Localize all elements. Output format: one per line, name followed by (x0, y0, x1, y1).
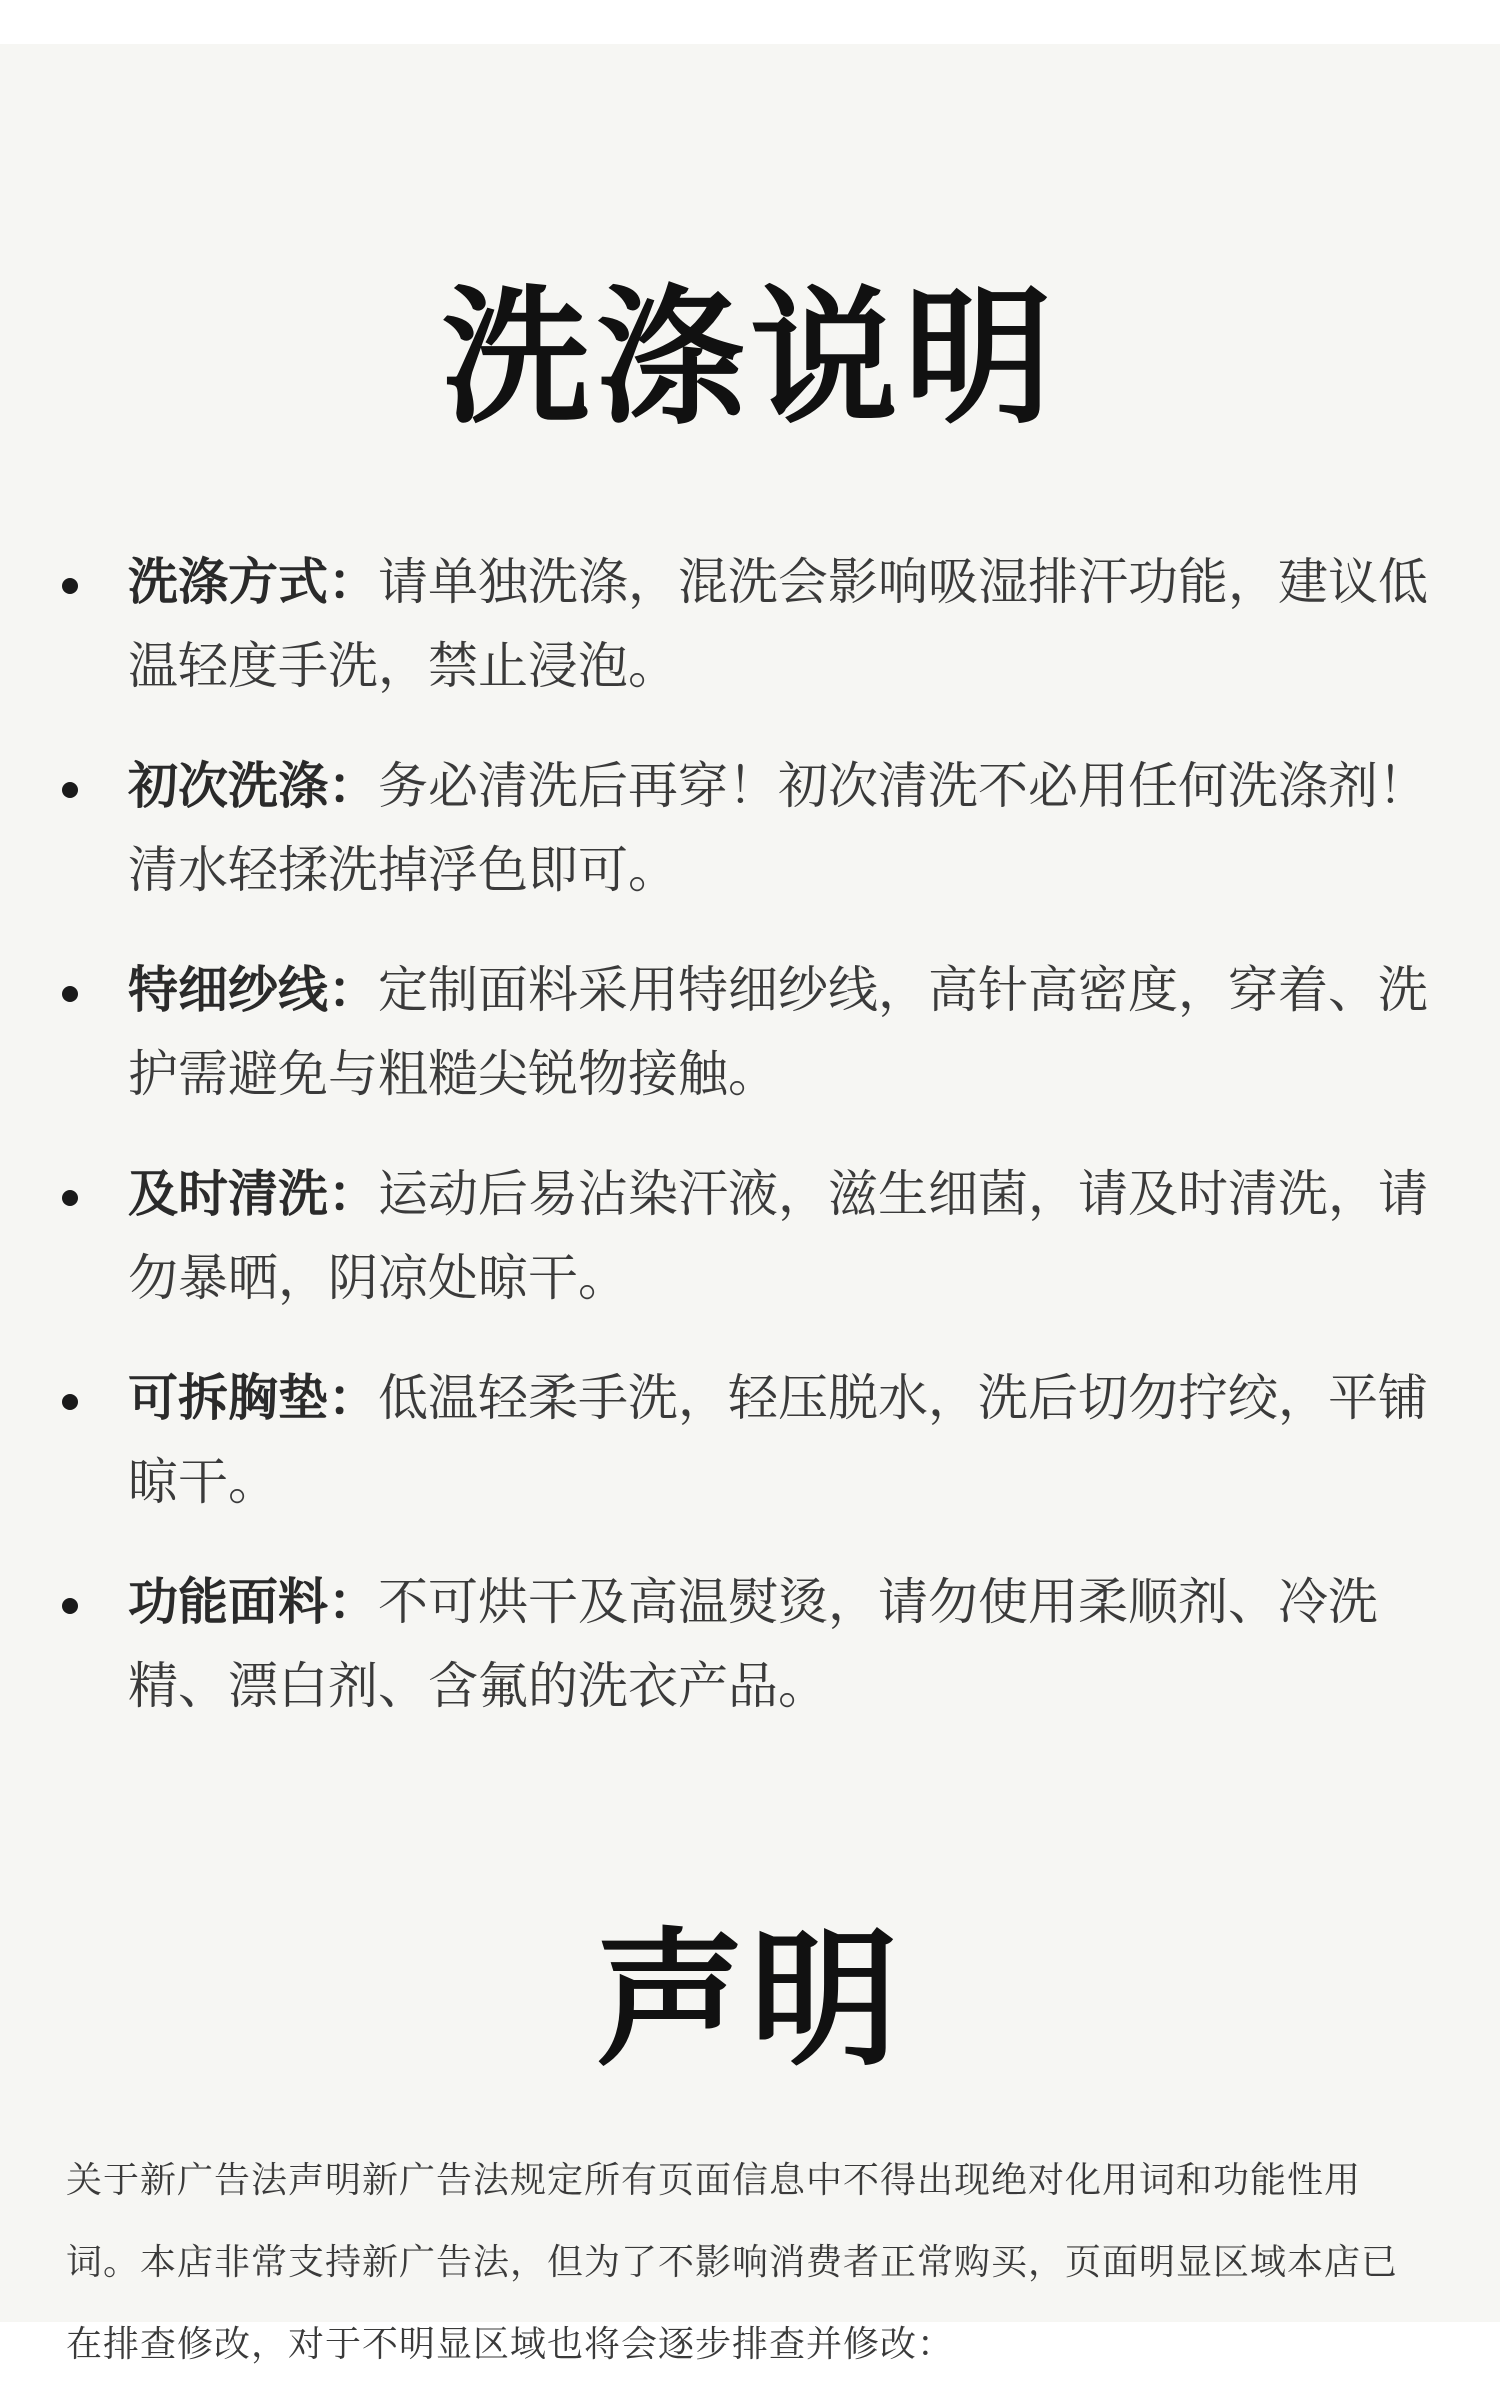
care-item-text (128, 1356, 1448, 1524)
care-item-body: 定制面料采用特细纱线，高针高密度，穿着、洗护需避免与粗糙尖锐物接触。 (128, 961, 1428, 1103)
care-item-label: 初次洗涤： (128, 757, 378, 815)
care-item (0, 1152, 1500, 1342)
care-item-label: 可拆胸垫： (128, 1369, 378, 1427)
bullet-icon (62, 986, 78, 1002)
care-item-label: 功能面料： (128, 1573, 378, 1631)
care-item-text (128, 948, 1448, 1116)
wash-title: 洗涤说明 (442, 272, 1058, 444)
care-item (0, 1356, 1500, 1546)
bullet-icon (62, 1598, 78, 1614)
care-item-body: 运动后易沾染汗液，滋生细菌，请及时清洗，请勿暴晒，阴凉处晾干。 (128, 1165, 1428, 1307)
care-item (0, 744, 1500, 934)
care-item (0, 1560, 1500, 1750)
bullet-icon (62, 782, 78, 798)
bullet-icon (62, 578, 78, 594)
care-item-text (128, 540, 1448, 708)
care-item-label: 及时清洗： (128, 1165, 378, 1223)
care-item-body: 务必清洗后再穿！初次清洗不必用任何洗涤剂！清水轻揉洗掉浮色即可。 (128, 757, 1428, 899)
top-strip (0, 0, 1500, 44)
care-item-text (128, 1560, 1448, 1728)
statement-text: 关于新广告法声明新广告法规定所有页面信息中不得出现绝对化用词和功能性用词。本店非常支持新广告法，但为了不影响消费者正常购买，页面明显区域本店已在排查修改，对于不明显区域也将会逐步排查并修改： (66, 2160, 1399, 2365)
care-item (0, 540, 1500, 730)
care-item-label: 洗涤方式： (128, 553, 378, 611)
care-item-text (128, 1152, 1448, 1320)
bullet-icon (62, 1394, 78, 1410)
care-item-body: 低温轻柔手洗，轻压脱水，洗后切勿拧绞，平铺晾干。 (128, 1369, 1428, 1511)
care-item (0, 948, 1500, 1138)
care-item-label: 特细纱线： (128, 961, 378, 1019)
bullet-icon (62, 1190, 78, 1206)
care-item-body: 请单独洗涤，混洗会影响吸湿排汗功能，建议低温轻度手洗，禁止浸泡。 (128, 553, 1428, 695)
care-item-body: 不可烘干及高温熨烫，请勿使用柔顺剂、冷洗精、漂白剂、含氟的洗衣产品。 (128, 1573, 1378, 1715)
care-item-text (128, 744, 1448, 912)
statement-title: 声明 (596, 1914, 904, 2086)
